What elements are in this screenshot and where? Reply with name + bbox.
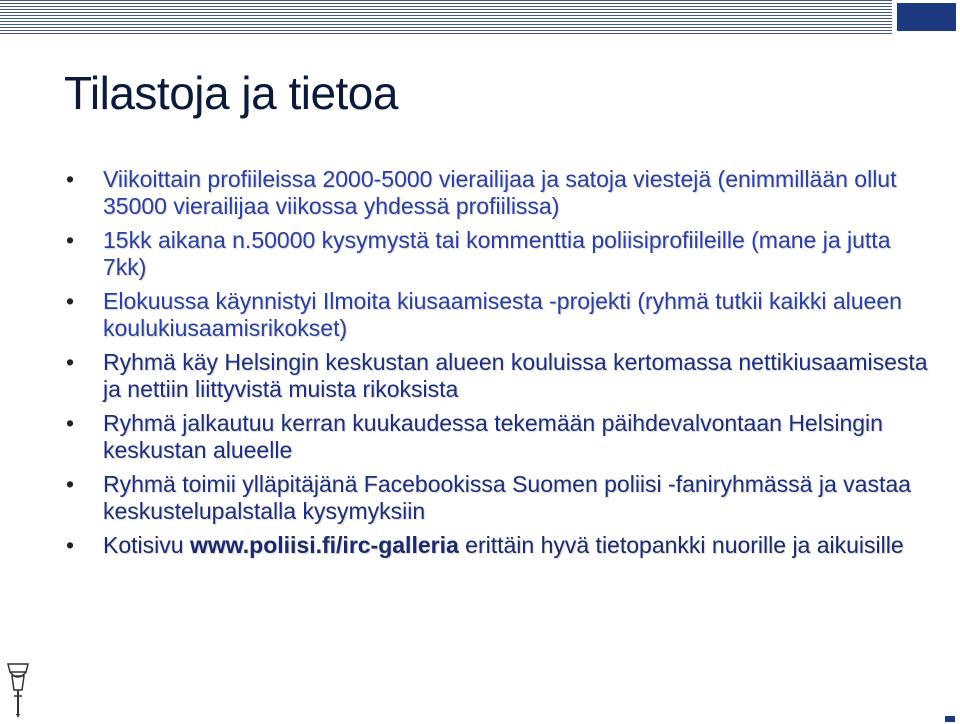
slide-title: Tilastoja ja tietoa [64, 67, 398, 119]
header-block [897, 3, 956, 31]
police-emblem-icon [4, 660, 32, 720]
homepage-suffix: erittäin hyvä tietopankki nuorille ja aikuisille [458, 532, 904, 558]
bullet-item: • 15kk aikana n.50000 kysymystä tai kommenttia poliisiprofiileille (mane ja jutta 7kk) [66, 227, 936, 281]
bullet-item: • Ryhmä käy Helsingin keskustan alueen kouluissa kertomassa nettikiusaamisesta ja nettiin liittyvistä muista rikoksista [66, 349, 936, 403]
header-stripes [0, 0, 892, 34]
homepage-prefix: Kotisivu [103, 532, 190, 558]
bullet-item-homepage [66, 532, 936, 559]
bullet-item: • Viikoittain profiileissa 2000-5000 vierailijaa ja satoja viestejä (enimmillään ollut 35000 vierailijaa viikossa yhdessä profiilissa) [66, 166, 936, 220]
bullet-item: • Ryhmä toimii ylläpitäjänä Facebookissa Suomen poliisi -faniryhmässä ja vastaa keskustelupalstalla kysymyksiin [66, 471, 936, 525]
bullet-item: • Ryhmä jalkautuu kerran kuukaudessa tekemään päihdevalvontaan Helsingin keskustan alueelle [66, 410, 936, 464]
corner-mark [945, 716, 955, 722]
bullet-item: • Elokuussa käynnistyi Ilmoita kiusaamisesta -projekti (ryhmä tutkii kaikki alueen koulukiusaamisrikokset) [66, 288, 936, 342]
bullet-list [66, 166, 936, 566]
homepage-link[interactable]: www.poliisi.fi/irc-galleria [189, 532, 459, 558]
